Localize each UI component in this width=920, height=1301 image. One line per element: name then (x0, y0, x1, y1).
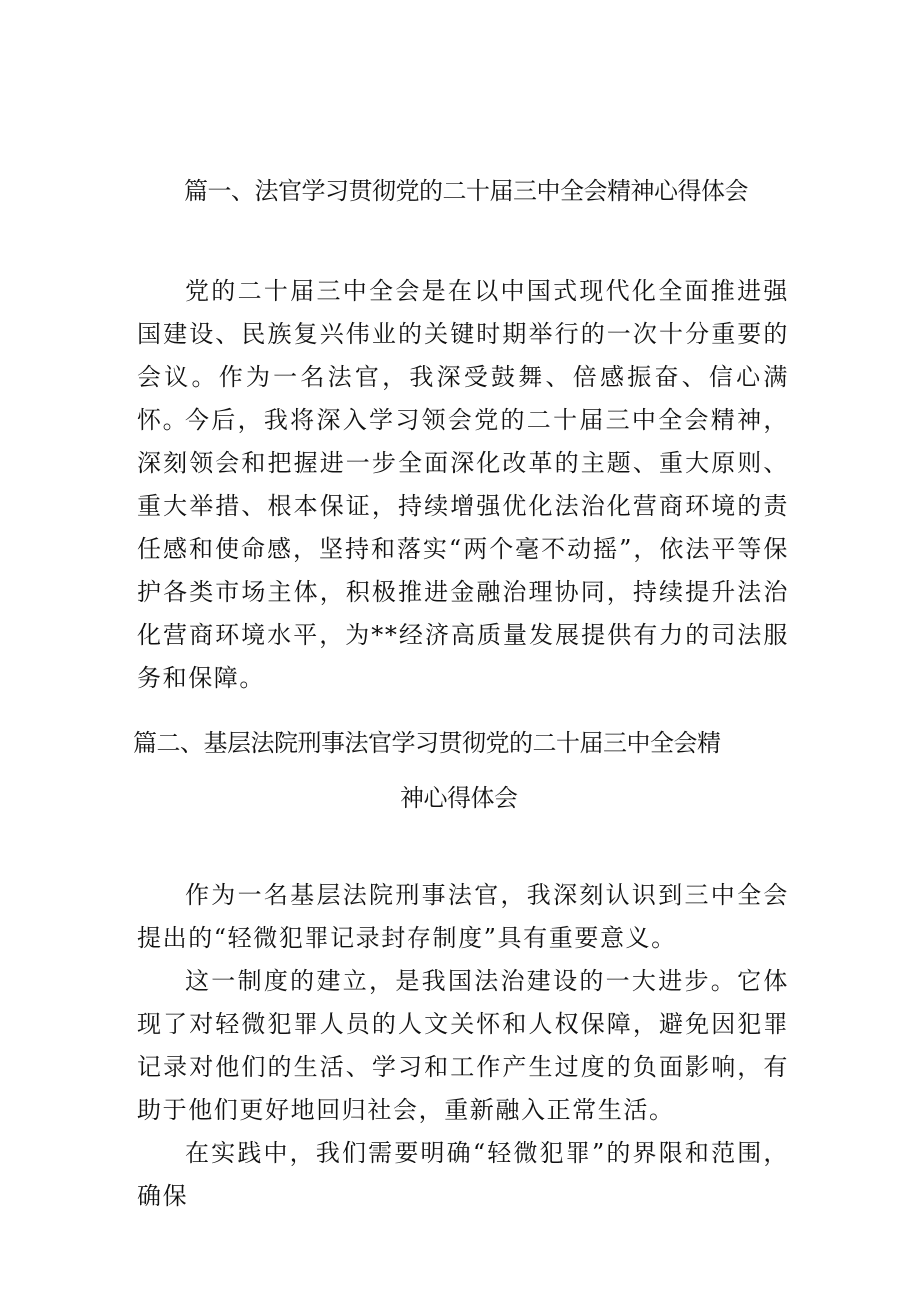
section1-paragraph-1: 党的二十届三中全会是在以中国式现代化全面推进强国建设、民族复兴伟业的关键时期举行的一次十分重要的会议。作为一名法官，我深受鼓舞、倍感振奋、信心满怀。 (137, 277, 789, 434)
section2-title-line2: 神心得体会 (400, 784, 518, 812)
section2-title-line1: 篇二、基层法院刑事法官学习贯彻党的二十届三中全会精 (133, 729, 721, 757)
section2-paragraph-3: 在实践中，我们需要明确“轻微犯罪”的界限和范围，确保 (137, 1139, 789, 1210)
section1-title: 篇一、法官学习贯彻党的二十届三中全会精神心得体会 (184, 177, 748, 205)
section1-paragraph-2: 今后，我将深入学习领会党的二十届三中全会精神，深刻领会和把握进一步全面深化改革的主题、重大原则、重大举措、根本保证，持续增强优化法治化营商环境的责任感和使命感，坚持和落实“两个毫不动摇”，依法平等保护各类市场主体，积极推进金融治理协同，持续提升法治化营商环境水平，为**经济高质量发展提供有力的司法服务和保障。 (137, 406, 789, 692)
section2-paragraph-2: 这一制度的建立，是我国法治建设的一大进步。它体现了对轻微犯罪人员的人文关怀和人权保障，避免因犯罪记录对他们的生活、学习和工作产生过度的负面影响，有助于他们更好地回归社会，重新融入正常生活。 (137, 967, 789, 1124)
section2-paragraph-1: 作为一名基层法院刑事法官，我深刻认识到三中全会提出的“轻微犯罪记录封存制度”具有重要意义。 (137, 881, 789, 952)
